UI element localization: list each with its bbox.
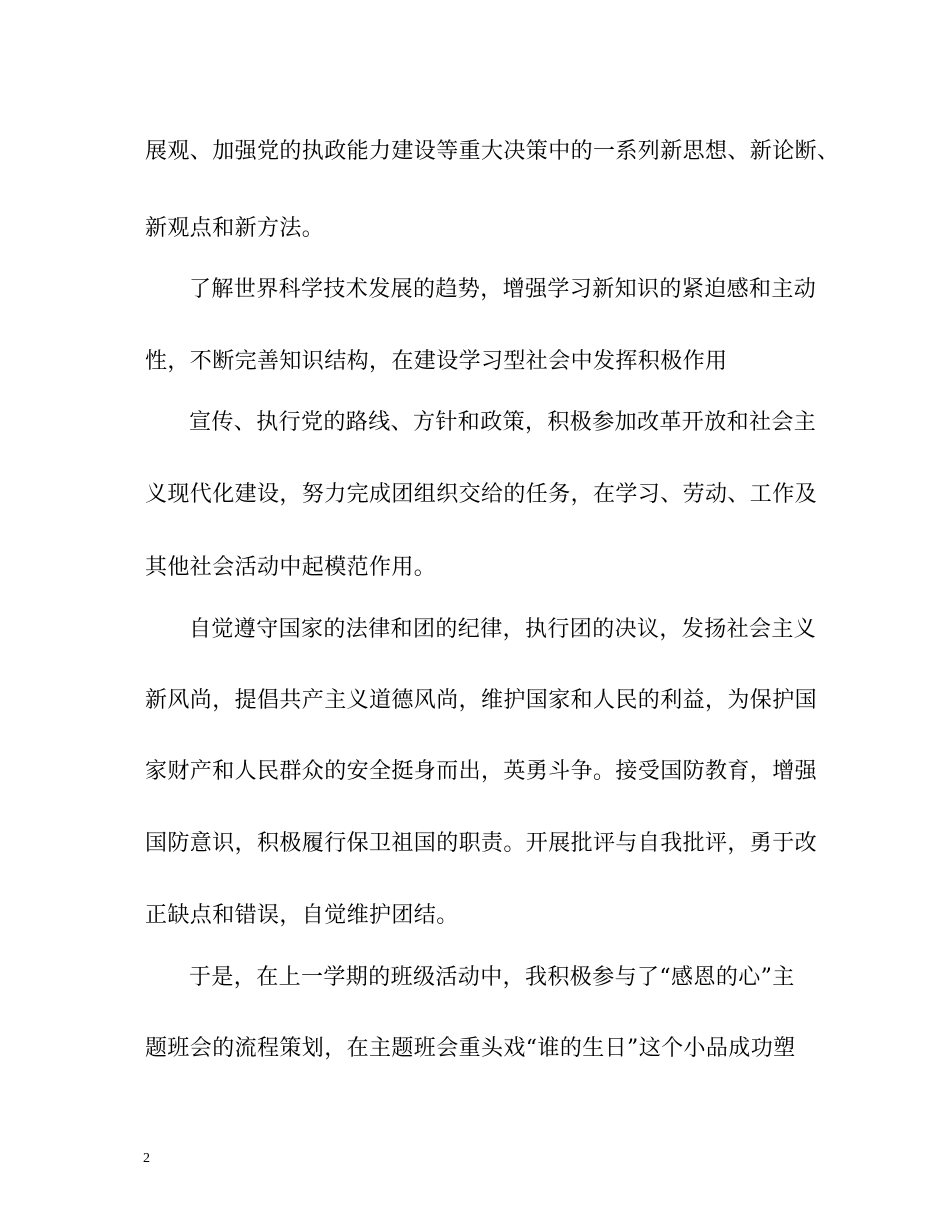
page-number: 2 <box>143 1151 150 1166</box>
text-line: 其他社会活动中起模范作用。 <box>145 555 437 580</box>
text-line: 展观、加强党的执政能力建设等重大决策中的一系列新思想、新论断、 <box>145 139 840 164</box>
text-line: 新风尚，提倡共产主义道德风尚，维护国家和人民的利益，为保护国 <box>145 688 818 713</box>
text-line: 国防意识，积极履行保卫祖国的职责。开展批评与自我批评，勇于改 <box>145 831 818 856</box>
text-line: 正缺点和错误，自觉维护团结。 <box>145 903 459 928</box>
paragraph-first-line: 自觉遵守国家的法律和团的纪律，执行团的决议，发扬社会主义 <box>189 617 817 642</box>
paragraph-first-line: 了解世界科学技术发展的趋势，增强学习新知识的紧迫感和主动 <box>189 277 817 302</box>
paragraph-first-line: 宣传、执行党的路线、方针和政策，积极参加改革开放和社会主 <box>189 410 817 435</box>
text-line: 性，不断完善知识结构，在建设学习型社会中发挥积极作用 <box>145 349 728 374</box>
text-line: 新观点和新方法。 <box>145 216 325 241</box>
text-line: 题班会的流程策划，在主题班会重头戏“谁的生日”这个小品成功塑 <box>145 1036 796 1061</box>
text-line: 家财产和人民群众的安全挺身而出，英勇斗争。接受国防教育，增强 <box>145 759 818 784</box>
text-line: 义现代化建设，努力完成团组织交给的任务，在学习、劳动、工作及 <box>145 482 818 507</box>
paragraph-first-line: 于是，在上一学期的班级活动中，我积极参与了“感恩的心”主 <box>189 965 795 990</box>
